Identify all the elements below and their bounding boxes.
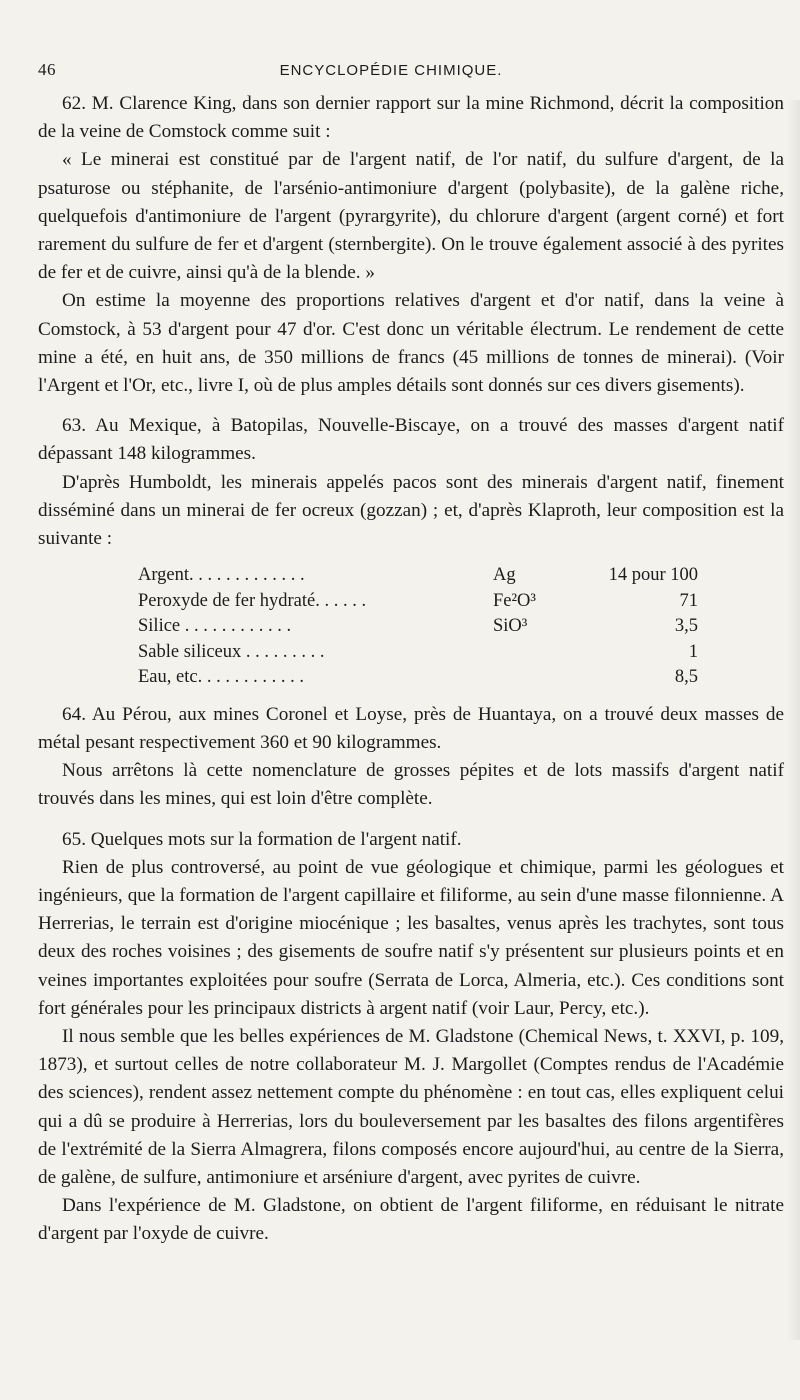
page [38,60,784,1249]
page-number: 46 [38,60,56,79]
component-name: Silice . . . . . . . . . . . . [138,616,292,637]
paragraph-comstock-estimate: On estime la moyenne des proportions relatives d'argent et d'or natif, dans la veine à Comstock, à 53 d'argent pour 47 d'or. C'est donc un véritable électrum. Le rendement de cette mine a été, en huit ans, de 350 millions de francs (45 millions de tonnes de minerai). (Voir l'Argent et l'Or, etc., livre I, où de plus amples détails sont donnés sur ces divers gisements). [38,290,784,397]
running-title: ENCYCLOPÉDIE CHIMIQUE. [279,62,503,79]
paragraph-quote: « Le minerai est constitué par de l'argent natif, de l'or natif, du sulfure d'argent, de la psaturose ou stéphanite, de l'arsénio-antimoniure d'argent (polybasite), de la galène riche, quelquefois d'antimoniure de l'argent (pyrargyrite), du chlorure d'argent (argent corné) et fort rarement du sulfure de fer et d'argent (sternbergite). On le trouve également associé à des pyrites de fer et de cuivre, ainsi qu'à de la blende. » [38,149,784,284]
page-header [38,60,784,90]
table-row [138,640,784,666]
paragraph-experience: Dans l'expérience de M. Gladstone, on obtient de l'argent filiforme, en réduisant le nitrate d'argent par l'oxyde de cuivre. [38,1195,784,1245]
component-formula: SiO³ [493,616,528,637]
component-value: 8,5 [674,667,698,688]
paragraph-63: 63. Au Mexique, à Batopilas, Nouvelle-Biscaye, on a trouvé des masses d'argent natif dépassant 148 kilogrammes. [38,415,784,465]
paragraph-gladstone: Il nous semble que les belles expériences de M. Gladstone (Chemical News, t. XXVI, p. 109, 1873), et surtout celles de notre collaborateur M. J. Margollet (Comptes rendus de l'Académie des sciences), rendent assez nettement compte du phénomène : en tout cas, elles expliquent celui qui a dû se produire à Herrerias, lors du bouleversement par les basaltes des filons argentifères de l'extrémité de la Sierra Almagrera, filons composés encore aujourd'hui, au centre de la Sierra, de galène, de sulfure, antimoniure et arséniure d'argent, avec pyrites de cuivre. [38,1025,784,1188]
paragraph-64: 64. Au Pérou, aux mines Coronel et Loyse, près de Huantaya, on a trouvé deux masses de métal pesant respectivement 360 et 90 kilogrammes. [38,703,784,753]
table-row [138,665,784,691]
composition-table [138,563,784,691]
component-name: Argent. . . . . . . . . . . . . [138,565,305,586]
component-name: Eau, etc. . . . . . . . . . . . [138,667,304,688]
table-row [138,589,784,615]
component-name: Peroxyde de fer hydraté. . . . . . [138,590,367,611]
component-value: 14 pour 100 [608,565,698,586]
component-formula [493,640,588,666]
component-formula [493,665,588,691]
paragraph-65: 65. Quelques mots sur la formation de l'argent natif. [62,828,462,850]
component-formula: Fe²O³ [493,590,536,611]
paragraph-nomenclature: Nous arrêtons là cette nomenclature de grosses pépites et de lots massifs d'argent natif trouvés dans les mines, qui est loin d'être complète. [38,760,784,810]
table-row [138,563,784,589]
page-edge-shadow [786,100,800,1340]
component-value: 3,5 [674,616,698,637]
component-value: 71 [679,590,698,611]
component-value: 1 [688,641,698,662]
component-formula: Ag [493,565,516,586]
paragraph-humboldt: D'après Humboldt, les minerais appelés pacos sont des minerais d'argent natif, finement disséminé dans un minerai de fer ocreux (gozzan) ; et, d'après Klaproth, leur composition est la suivante : [38,471,784,550]
table-row [138,614,784,640]
component-name: Sable siliceux . . . . . . . . . [138,641,325,662]
paragraph-controverse: Rien de plus controversé, au point de vue géologique et chimique, parmi les géologues et ingénieurs, que la formation de l'argent capillaire et filiforme, au sein d'une masse filonnienne. A Herrerias, le terrain est d'origine miocénique ; les basaltes, venus après les trachytes, sont tous deux des roches voisines ; des gisements de soufre natif s'y présentent sur plusieurs points et en veines importantes exploitées pour soufre (Serrata de Lorca, Almeria, etc.). Ces conditions sont fort générales pour les principaux districts à argent natif (voir Laur, Percy, etc.). [38,856,784,1019]
paragraph-62: 62. M. Clarence King, dans son dernier rapport sur la mine Richmond, décrit la composition de la veine de Comstock comme suit : [38,93,784,143]
